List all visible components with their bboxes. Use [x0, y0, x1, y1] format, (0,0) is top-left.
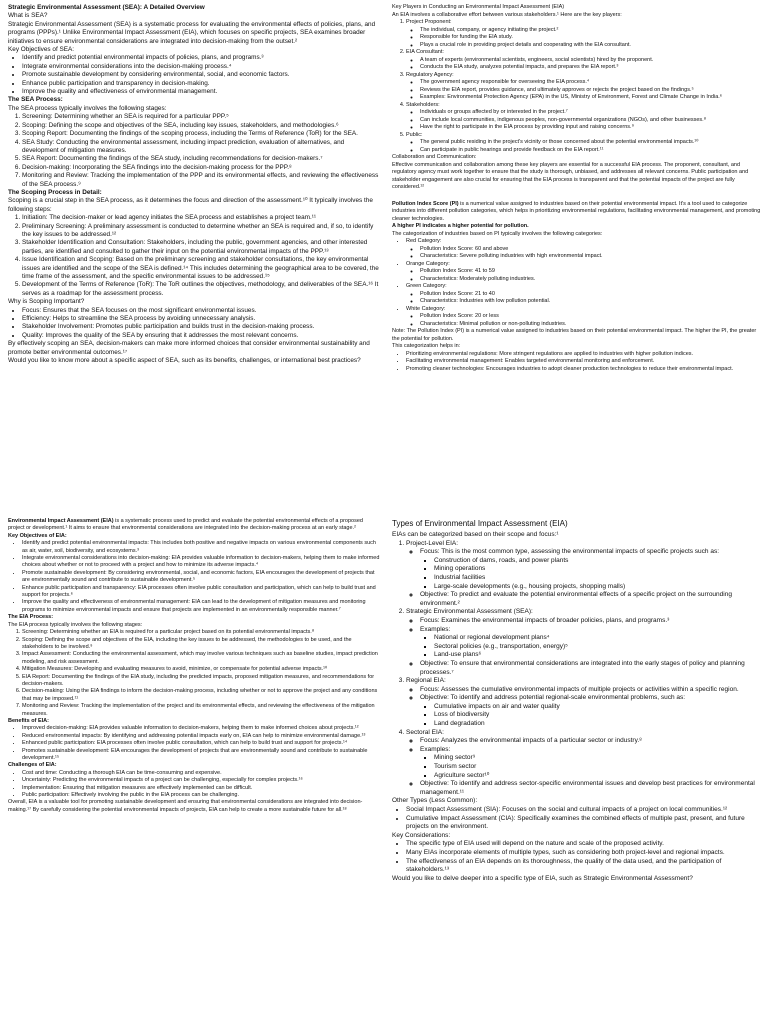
- paragraph: Effective communication and collaboration among these key players are essential for a successful EIA process. The proponent, consultant, and regulatory agency must work together to ensure that the study is thorough, unbiased, and addresses all relevant concerns. Public participation and stakeholder engagement are also crucial for ensuring that the EIA process is transparent and that the potential impacts of the project are fully considered.¹²: [392, 161, 749, 190]
- list-item: [406, 677, 764, 729]
- list-item: 4. Issue Identification and Scoping: Based on the preliminary screening and stakeholder consultations, the key environmental issues are identified and the scope of the SEA is defined.¹⁴ This includes determining the geographical area to be covered, the time frame of the assessment, and the specific environmental issues to be addressed.¹⁵: [22, 256, 380, 281]
- list-item: ▪ Industrial facilities: [434, 574, 764, 583]
- pi-term: Pollution Index Score (PI): [392, 200, 459, 207]
- other-types-list: [392, 806, 764, 832]
- list-item: ◦ Objective: To identify and address sector-specific environmental issues and develop best practices for environmental management.¹¹: [420, 780, 764, 797]
- list-item: • Promote sustainable development by considering environmental, social, and economic factors.: [22, 71, 380, 79]
- players-list: [392, 19, 764, 154]
- eia-intro: is a systematic process used to predict and evaluate the potential environmental effects of a proposed project or development.¹ It aims to ensure that environmental considerations are integrated into the decision-making process at an early stage.²: [8, 518, 363, 532]
- list-item: ◦ Reviews the EIA report, provides guidance, and ultimately approves or rejects the project based on the findings.⁵: [420, 87, 764, 95]
- list-item: [406, 72, 764, 102]
- list-item: 5. EIA Report: Documenting the findings of the EIA study, including the predicted impacts, proposed mitigation measures, and recommendations for decision-makers.: [22, 674, 380, 689]
- list-item: 5. SEA Report: Documenting the findings of the SEA study, including recommendations for decision-makers.⁷: [22, 155, 380, 163]
- list-item: ◦ The individual, company, or agency initiating the project.²: [420, 27, 764, 35]
- list-item: • Public participation: Effectively involving the public in the EIA process can be challenging.: [22, 792, 380, 799]
- paragraph: The SEA process typically involves the following stages:: [8, 104, 167, 112]
- type-name: Project-Level EIA:: [406, 539, 459, 547]
- benefits-list: [8, 725, 380, 762]
- paragraph: Scoping is a crucial step in the SEA process, as it determines the focus and direction of the assessment.¹⁰ It typically involves the following steps:: [8, 197, 373, 213]
- list-item: ◦ The government agency responsible for overseeing the EIA process.⁴: [420, 79, 764, 87]
- examples-label: Examples:: [420, 625, 451, 633]
- types-list: [392, 540, 764, 798]
- list-item: • Facilitating environmental management: Enables targeted environmental monitoring and enforcement.: [406, 358, 764, 366]
- paragraph: Would you like to delve deeper into a specific type of EIA, such as Strategic Environmental Assessment?: [392, 874, 693, 882]
- list-item: ▪ Cumulative impacts on air and water quality: [434, 703, 764, 712]
- list-item: • Identify and predict potential environmental impacts of policies, plans, and programs.³: [22, 54, 380, 62]
- list-item: ◦ A team of experts (environmental scientists, engineers, social scientists) hired by the proponent.: [420, 57, 764, 65]
- paragraph: [392, 201, 764, 224]
- list-item: • Uncertainty: Predicting the environmental impacts of a project can be challenging, especially for complex projects.¹⁶: [22, 777, 380, 784]
- scoping-list: [8, 214, 380, 298]
- list-item: [406, 19, 764, 49]
- list-item: ◦ Examples: Environmental Protection Agency (EPA) in the US, Ministry of Environment, Forest and Climate Change in India.⁶: [420, 94, 764, 102]
- list-item: • Efficiency: Helps to streamline the SEA process by avoiding unnecessary analysis.: [22, 315, 380, 323]
- player-name: Regulatory Agency:: [406, 71, 454, 78]
- paragraph: Would you like to know more about a specific aspect of SEA, such as its benefits, challenges, or international best practices?: [8, 357, 361, 365]
- pi-definition: is a numerical value assigned to industries based on their potential environmental impact. It's a tool used to categorize industries into different pollution categories, which helps in prioritizing environmental regulations, facilitating environmental management, and promoting cleaner technologies.: [392, 200, 761, 222]
- list-item: • Improved decision-making: EIA provides valuable information to decision-makers, helping them to make informed choices about projects.¹²: [22, 725, 380, 732]
- paragraph: Strategic Environmental Assessment (SEA) is a systematic process for evaluating the environmental effects of policies, plans, and programs (PPPs).¹ Unlike Environmental Impact Assessment (EIA), which focuses on specific projects, SEA examines broader initiatives to ensure environmental considerations are integrated into decision-making from the outset.²: [8, 20, 376, 45]
- category-name: White Category:: [406, 305, 446, 312]
- paragraph: By effectively scoping an SEA, decision-makers can make more informed choices that consider environmental sustainability and promote better environmental outcomes.¹⁷: [8, 340, 370, 356]
- paragraph: Overall, EIA is a valuable tool for promoting sustainable development and ensuring that environmental considerations are integrated into decision-making.¹⁷ By carefully considering the potential environmental impacts of projects, EIA can help to create a more sustainable future for all.¹⁸: [8, 799, 363, 813]
- list-item: ◦ Focus: Examines the environmental impacts of broader policies, plans, and programs.³: [420, 617, 764, 626]
- list-item: [406, 306, 764, 329]
- section-heading: Key Objectives of EIA:: [8, 532, 67, 539]
- panel-title: Strategic Environmental Assessment (SEA): A Detailed Overview: [8, 4, 205, 11]
- player-name: Stakeholders:: [406, 101, 440, 108]
- category-name: Orange Category:: [406, 260, 450, 267]
- list-item: • Promotes sustainable development: EIA encourages the development of projects that are environmentally sound and contribute to sustainable development.¹⁵: [22, 748, 380, 763]
- eia-key-players-panel: [392, 4, 764, 504]
- list-item: 7. Monitoring and Review: Tracking the implementation of the PPP and its environmental effects, and reviewing the effectiveness of the SEA process.⁹: [22, 172, 380, 189]
- list-item: • Reduced environmental impacts: By identifying and addressing potential impacts early on, EIA can help to minimize environmental damage.¹³: [22, 733, 380, 740]
- list-item: ▪ National or regional development plans⁴: [434, 634, 764, 643]
- process-list: [8, 113, 380, 189]
- section-heading: Key Considerations:: [392, 831, 451, 839]
- list-item: ◦ Conducts the EIA study, analyzes potential impacts, and prepares the EIA report.³: [420, 64, 764, 72]
- section-heading: The Scoping Process in Detail:: [8, 188, 102, 196]
- list-item: ▪ Land degradation: [434, 720, 764, 729]
- list-item: ▪ Mining operations: [434, 565, 764, 574]
- list-item: [420, 548, 764, 591]
- player-name: EIA Consultant:: [406, 49, 444, 55]
- section-heading: Benefits of EIA:: [8, 717, 49, 724]
- category-name: Red Category:: [406, 238, 442, 244]
- list-item: [406, 540, 764, 609]
- section-heading: Other Types (Less Common):: [392, 797, 478, 805]
- paragraph: The categorization of industries based on PI typically involves the following categories:: [392, 230, 603, 237]
- list-item: • Promote sustainable development: By considering environmental, social, and economic factors, EIA encourages the development of projects that are environmentally sound and contribute to sustainable development.⁵: [22, 570, 380, 585]
- list-item: ◦ Pollution Index Score: 60 and above: [420, 246, 764, 254]
- list-item: • Enhance public participation and transparency in decision-making.: [22, 80, 380, 88]
- type-name: Regional EIA:: [406, 677, 446, 685]
- list-item: • Integrate environmental considerations into decision-making: EIA provides valuable information to decision-makers, helping them to make informed choices about whether or not to proceed with a project and how to minimize its adverse impacts.⁴: [22, 555, 380, 570]
- list-item: ◦ Pollution Index Score: 21 to 40: [420, 291, 764, 299]
- list-item: 1. Screening: Determining whether an EIA is required for a particular project based on its potential environmental impacts.⁸: [22, 629, 380, 636]
- list-item: [406, 238, 764, 261]
- eia-types-panel: [392, 518, 764, 1024]
- list-item: ◦ Pollution Index Score: 41 to 59: [420, 268, 764, 276]
- list-item: 2. Preliminary Screening: A preliminary assessment is conducted to determine whether an SEA is required and, if so, to identify the key issues to be addressed.¹²: [22, 223, 380, 240]
- list-item: ▪ Agriculture sector¹⁰: [434, 772, 764, 781]
- challenges-list: [8, 770, 380, 800]
- list-item: [406, 102, 764, 132]
- paragraph: This categorization helps in:: [392, 343, 461, 349]
- why-list: [8, 307, 380, 341]
- list-item: 3. Impact Assessment: Conducting the environmental assessment, which may involve various techniques such as baseline studies, impact prediction modeling, and risk assessment.: [22, 651, 380, 666]
- list-item: ▪ Tourism sector: [434, 763, 764, 772]
- list-item: [406, 729, 764, 798]
- list-item: ▪ Loss of biodiversity: [434, 711, 764, 720]
- paragraph: The EIA process typically involves the following stages:: [8, 621, 143, 628]
- list-item: 7. Monitoring and Review: Tracking the implementation of the project and its environmental effects, and reviewing the effectiveness of the mitigation measures.: [22, 703, 380, 718]
- paragraph: EIAs can be categorized based on their scope and focus:¹: [392, 531, 559, 538]
- section-heading: Why is Scoping Important?: [8, 298, 85, 306]
- objectives-list: [8, 540, 380, 614]
- helps-list: [392, 351, 764, 374]
- list-item: 4. Mitigation Measures: Developing and evaluating measures to avoid, minimize, or compensate for potential adverse impacts.¹⁰: [22, 666, 380, 673]
- eia-overview-panel: [8, 518, 380, 1024]
- list-item: • Cost and time: Conducting a thorough EIA can be time-consuming and expensive.: [22, 770, 380, 777]
- player-name: Public:: [406, 131, 423, 138]
- list-item: ◦ Objective: To ensure that environmental considerations are integrated into the early stages of policy and planning processes.⁷: [420, 660, 764, 677]
- list-item: ▪ Large-scale developments (e.g., housing projects, shopping malls): [434, 583, 764, 592]
- list-item: • Improve the quality and effectiveness of environmental management.: [22, 88, 380, 96]
- list-item: • Focus: Ensures that the SEA focuses on the most significant environmental issues.: [22, 307, 380, 315]
- panel-title: Types of Environmental Impact Assessment (EIA): [392, 519, 568, 528]
- list-item: • Implementation: Ensuring that mitigation measures are effectively implemented can be difficult.: [22, 785, 380, 792]
- list-item: ▪ Sectoral policies (e.g., transportation, energy)⁵: [434, 643, 764, 652]
- list-item: • Social Impact Assessment (SIA): Focuses on the social and cultural impacts of a project on local communities.¹²: [406, 806, 764, 815]
- section-heading: Key Objectives of SEA:: [8, 46, 75, 54]
- list-item: ◦ Plays a crucial role in providing project details and cooperating with the EIA consultant.: [420, 42, 764, 50]
- list-item: • Identify and predict potential environmental impacts: This includes both positive and negative impacts on various environmental components such as air, water, soil, biodiversity, and ecosystems.³: [22, 540, 380, 555]
- list-item: 6. Decision-making: Using the EIA findings to inform the decision-making process, including whether or not to approve the project and any conditions that may be imposed.¹¹: [22, 688, 380, 703]
- list-item: • Enhance public participation and transparency: EIA processes often involve public consultation and participation, which can help to build trust and support for projects.⁶: [22, 585, 380, 600]
- list-item: [406, 261, 764, 284]
- list-item: ◦ Can include local communities, indigenous peoples, non-governmental organizations (NGOs), and other businesses.⁸: [420, 117, 764, 125]
- paragraph: [8, 518, 380, 533]
- type-name: Sectoral EIA:: [406, 728, 444, 736]
- list-item: 2. Scoping: Defining the scope and objectives of the EIA, including the key issues to be addressed, the methodologies to be used, and the stakeholders to be involved.⁹: [22, 637, 380, 652]
- panel-title: Key Players in Conducting an Environmental Impact Assessment (EIA): [392, 4, 565, 10]
- objective-text: Objective: To identify and address potential regional-scale environmental problems, such as:: [420, 694, 686, 702]
- list-item: ◦ Responsible for funding the EIA study.: [420, 34, 764, 42]
- list-item: 1. Initiation: The decision-maker or lead agency initiates the SEA process and establishes a project team.¹¹: [22, 214, 380, 222]
- list-item: ◦ Characteristics: Moderately polluting industries.: [420, 276, 764, 284]
- section-heading: Collaboration and Communication:: [392, 154, 477, 160]
- objectives-list: [8, 54, 380, 96]
- list-item: [420, 694, 764, 728]
- list-item: ▪ Construction of dams, roads, and power plants: [434, 557, 764, 566]
- note: Note: The Pollution Index (PI) is a numerical value assigned to industries based on their potential environmental impact. The higher the PI, the greater the potential for pollution.: [392, 328, 757, 342]
- list-item: [406, 608, 764, 677]
- section-heading: The SEA Process:: [8, 96, 63, 104]
- focus-text: Focus: This is the most common type, assessing the environmental impacts of specific projects such as:: [420, 548, 720, 556]
- list-item: ◦ Characteristics: Industries with low pollution potential.: [420, 298, 764, 306]
- list-item: 6. Decision-making: Incorporating the SEA findings into the decision-making process for the PPP.⁸: [22, 164, 380, 172]
- list-item: 2. Scoping: Defining the scope and objectives of the SEA, including key issues, stakeholders, and methodologies.⁶: [22, 122, 380, 130]
- list-item: ◦ Objective: To predict and evaluate the potential environmental effects of a specific project on the surrounding environment.²: [420, 591, 764, 608]
- list-item: • Stakeholder Involvement: Promotes public participation and builds trust in the decision-making process.: [22, 323, 380, 331]
- list-item: • Improve the quality and effectiveness of environmental management: EIA can lead to the development of mitigation measures and monitoring programs to minimize environmental impacts and ensure that projects are implemented in an environmentally responsible manner.⁷: [22, 599, 380, 614]
- section-heading: Challenges of EIA:: [8, 762, 57, 769]
- list-item: ◦ Characteristics: Minimal pollution or non-polluting industries.: [420, 321, 764, 329]
- eia-term: Environmental Impact Assessment (EIA): [8, 518, 114, 524]
- list-item: 3. Scoping Report: Documenting the findings of the scoping process, including the Terms of Reference (ToR) for the SEA.: [22, 130, 380, 138]
- key-considerations-list: [392, 840, 764, 874]
- list-item: ◦ Characteristics: Severe polluting industries with high environmental impact.: [420, 253, 764, 261]
- list-item: ◦ Have the right to participate in the EIA process by providing input and raising concerns.⁹: [420, 124, 764, 132]
- list-item: ◦ The general public residing in the project's vicinity or those concerned about the potential environmental impacts.¹⁰: [420, 139, 764, 147]
- list-item: • Prioritizing environmental regulations: More stringent regulations are applied to industries with higher pollution indices.: [406, 351, 764, 359]
- list-item: • Promoting cleaner technologies: Encourages industries to adopt cleaner production technologies to reduce their environmental impact.: [406, 366, 764, 374]
- list-item: 4. SEA Study: Conducting the environmental assessment, including impact prediction, evaluation of alternatives, and development of mitigation measures.: [22, 139, 380, 156]
- list-item: 3. Stakeholder Identification and Consultation: Stakeholders, including the public, government agencies, and other interested parties, are identified and consulted to gather their input on the potential environmental impacts of the PPP.¹³: [22, 239, 380, 256]
- list-item: [406, 283, 764, 306]
- section-heading: The EIA Process:: [8, 614, 54, 621]
- sea-overview-panel: [8, 4, 380, 504]
- list-item: 5. Development of the Terms of Reference (ToR): The ToR outlines the objectives, methodology, and deliverables of the SEA.¹⁶ It serves as a roadmap for the assessment process.: [22, 281, 380, 298]
- list-item: ◦ Focus: Analyzes the environmental impacts of a particular sector or industry.⁸: [420, 737, 764, 746]
- list-item: 1. Screening: Determining whether an SEA is required for a particular PPP.⁵: [22, 113, 380, 121]
- list-item: • Enhanced public participation: EIA processes often involve public consultation, which can help to build trust and support for projects.¹⁴: [22, 740, 380, 747]
- list-item: ◦ Focus: Assesses the cumulative environmental impacts of multiple projects or activities within a specific region.: [420, 686, 764, 695]
- category-name: Green Category:: [406, 283, 447, 289]
- list-item: ◦ Can participate in public hearings and provide feedback on the EIA report.¹¹: [420, 147, 764, 155]
- list-item: • Cumulative Impact Assessment (CIA): Specifically examines the combined effects of multiple past, present, and future projects on the environment.: [406, 815, 764, 832]
- process-list: [8, 629, 380, 718]
- section-heading: What is SEA?: [8, 12, 48, 20]
- list-item: • Quality: Improves the quality of the SEA by ensuring that it addresses the most relevant concerns.: [22, 332, 380, 340]
- list-item: • The specific type of EIA used will depend on the nature and scale of the proposed activity.: [406, 840, 764, 849]
- list-item: • Many EIAs incorporate elements of multiple types, such as considering both project-level and regional impacts.: [406, 849, 764, 858]
- list-item: [420, 746, 764, 780]
- examples-label: Examples:: [420, 745, 451, 753]
- list-item: ▪ Land-use plans⁶: [434, 651, 764, 660]
- list-item: [420, 626, 764, 660]
- list-item: ▪ Mining sector⁹: [434, 754, 764, 763]
- player-name: Project Proponent:: [406, 19, 452, 25]
- list-item: ◦ Pollution Index Score: 20 or less: [420, 313, 764, 321]
- list-item: [406, 49, 764, 72]
- list-item: ◦ Individuals or groups affected by or interested in the project.⁷: [420, 109, 764, 117]
- list-item: [406, 132, 764, 155]
- type-name: Strategic Environmental Assessment (SEA):: [406, 608, 533, 616]
- categories-list: [392, 238, 764, 328]
- paragraph: An EIA involves a collaborative effort between various stakeholders.¹ Here are the key players:: [392, 11, 622, 18]
- pi-emphasis: A higher PI indicates a higher potential for pollution.: [392, 223, 529, 229]
- list-item: • Integrate environmental considerations into the decision-making process.⁴: [22, 63, 380, 71]
- list-item: • The effectiveness of an EIA depends on its thoroughness, the quality of the data used, and the participation of stakeholders.¹³: [406, 858, 764, 875]
